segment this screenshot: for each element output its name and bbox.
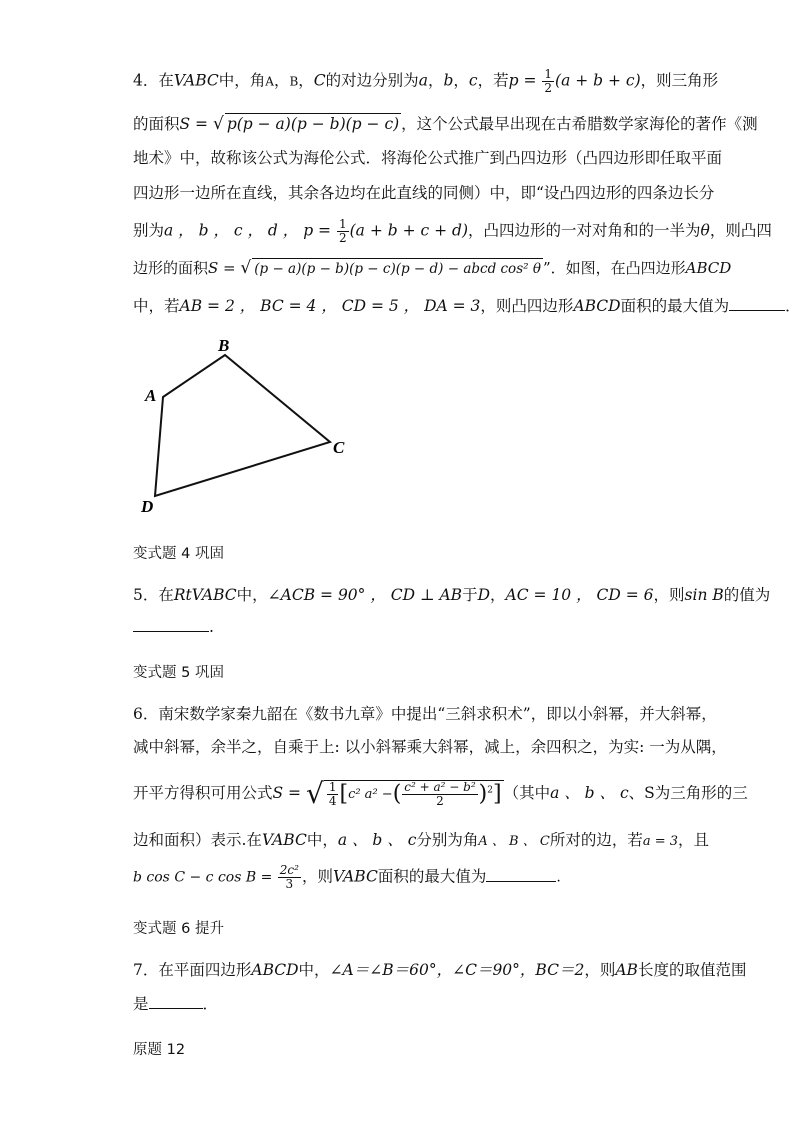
sqrt-expression: (p − a)(p − b)(p − c)(p − d) − abcd cos² θ bbox=[252, 258, 543, 279]
vertex-label-d: D bbox=[141, 497, 154, 516]
problem-4-line-2: 的面积S = √ p(p − a)(p − b)(p − c) ，这个公式最早出现在古希腊数学家海伦的著作《测 bbox=[133, 114, 758, 134]
answer-blank bbox=[133, 617, 209, 632]
fraction-inner: $\frac{\text{c² + a² − b²}}{2}$ bbox=[404, 780, 476, 808]
fraction: $\frac{\text{2c²}}{3}$ bbox=[279, 863, 299, 891]
quadrilateral-abcd bbox=[155, 355, 330, 496]
original-problem-label: 原题 12 bbox=[133, 1042, 186, 1058]
problem-6-line-1: 6．南宋数学家秦九韶在《数书九章》中提出“三斜求积术”，即以小斜幂，并大斜幂， bbox=[133, 705, 717, 723]
problem-6-line-5: b cos C − c cos B = $\frac{\text{2c²}}{3}$ ，则VABC面积的最大值为 . bbox=[133, 863, 561, 891]
problem-6-line-2: 减中斜幂，余半之，自乘于上: 以小斜幂乘大斜幂，减上，余四积之，为实: 一为从隅， bbox=[133, 738, 727, 756]
problem-4-line-1: 4．在VABC中，角A，B，C的对边分别为a，b，c，若p = $\frac{1}{2}$ (a + b + c)，则三角形 bbox=[133, 67, 719, 95]
vertex-label-a: A bbox=[145, 386, 157, 405]
problem-6-line-4: 边和面积）表示.在VABC中，a 、 b 、 c分别为角A 、 B 、 C所对的边，若a = 3，且 bbox=[133, 831, 710, 849]
fraction-quarter: $\frac{1}{4}$ bbox=[328, 780, 337, 808]
problem-5-line-1: 5．在RtVABC中，∠ACB = 90° ， CD ⊥ AB于D，AC = 10 ， CD = 6，则sin B的值为 bbox=[133, 586, 771, 604]
vertex-label-b: B bbox=[218, 336, 230, 355]
vertex-label-c: C bbox=[333, 438, 345, 457]
problem-7-line-1: 7．在平面四边形ABCD中，∠A＝∠B＝60°，∠C＝90°，BC＝2，则AB长度的取值范围 bbox=[133, 961, 747, 979]
variant-label-6: 变式题 6 提升 bbox=[133, 921, 224, 937]
problem-7-line-2: 是 ． bbox=[133, 995, 219, 1013]
variant-label-4: 变式题 4 巩固 bbox=[133, 546, 224, 562]
sqrt-expression: p(p − a)(p − b)(p − c) bbox=[226, 115, 400, 133]
problem-4-line-3: 地术》中，故称该公式为海伦公式．将海伦公式推广到凸四边形（凸四边形即任取平面 bbox=[133, 149, 723, 167]
variant-label-5: 变式题 5 巩固 bbox=[133, 665, 224, 681]
fraction: $\frac{1}{2}$ bbox=[338, 217, 347, 245]
fraction: $\frac{1}{2}$ bbox=[544, 67, 553, 95]
problem-4-line-5: 别为a ， b ， c ， d ， p = $\frac{1}{2}$ (a + b + c + d)，凸四边形的一对对角和的一半为θ，则凸四 bbox=[133, 217, 772, 245]
problem-4-line-7: 中，若AB = 2 ， BC = 4 ， CD = 5 ， DA = 3，则凸四边形ABCD面积的最大值为 ． bbox=[133, 297, 801, 315]
answer-blank bbox=[149, 994, 203, 1009]
problem-4-line-4: 四边形一边所在直线，其余各边均在此直线的同侧）中，即“设凸四边形的四条边长分 bbox=[133, 184, 715, 202]
problem-5-line-2: . bbox=[133, 617, 214, 637]
answer-blank bbox=[486, 867, 556, 882]
problem-4-line-6: 边形的面积S = √ (p − a)(p − b)(p − c)(p − d) − abcd cos² θ ”．如图，在凸四边形ABCD bbox=[133, 258, 732, 278]
quadrilateral-figure bbox=[0, 0, 794, 560]
problem-6-line-3: 开平方得积可用公式S = √ $\frac{1}{4}$ [c² a² −( $\frac{\text{c² + a² − b²}}{2}$ )$^2$] （其中a 、 b 、 c、S为三角形的三 bbox=[133, 777, 748, 810]
